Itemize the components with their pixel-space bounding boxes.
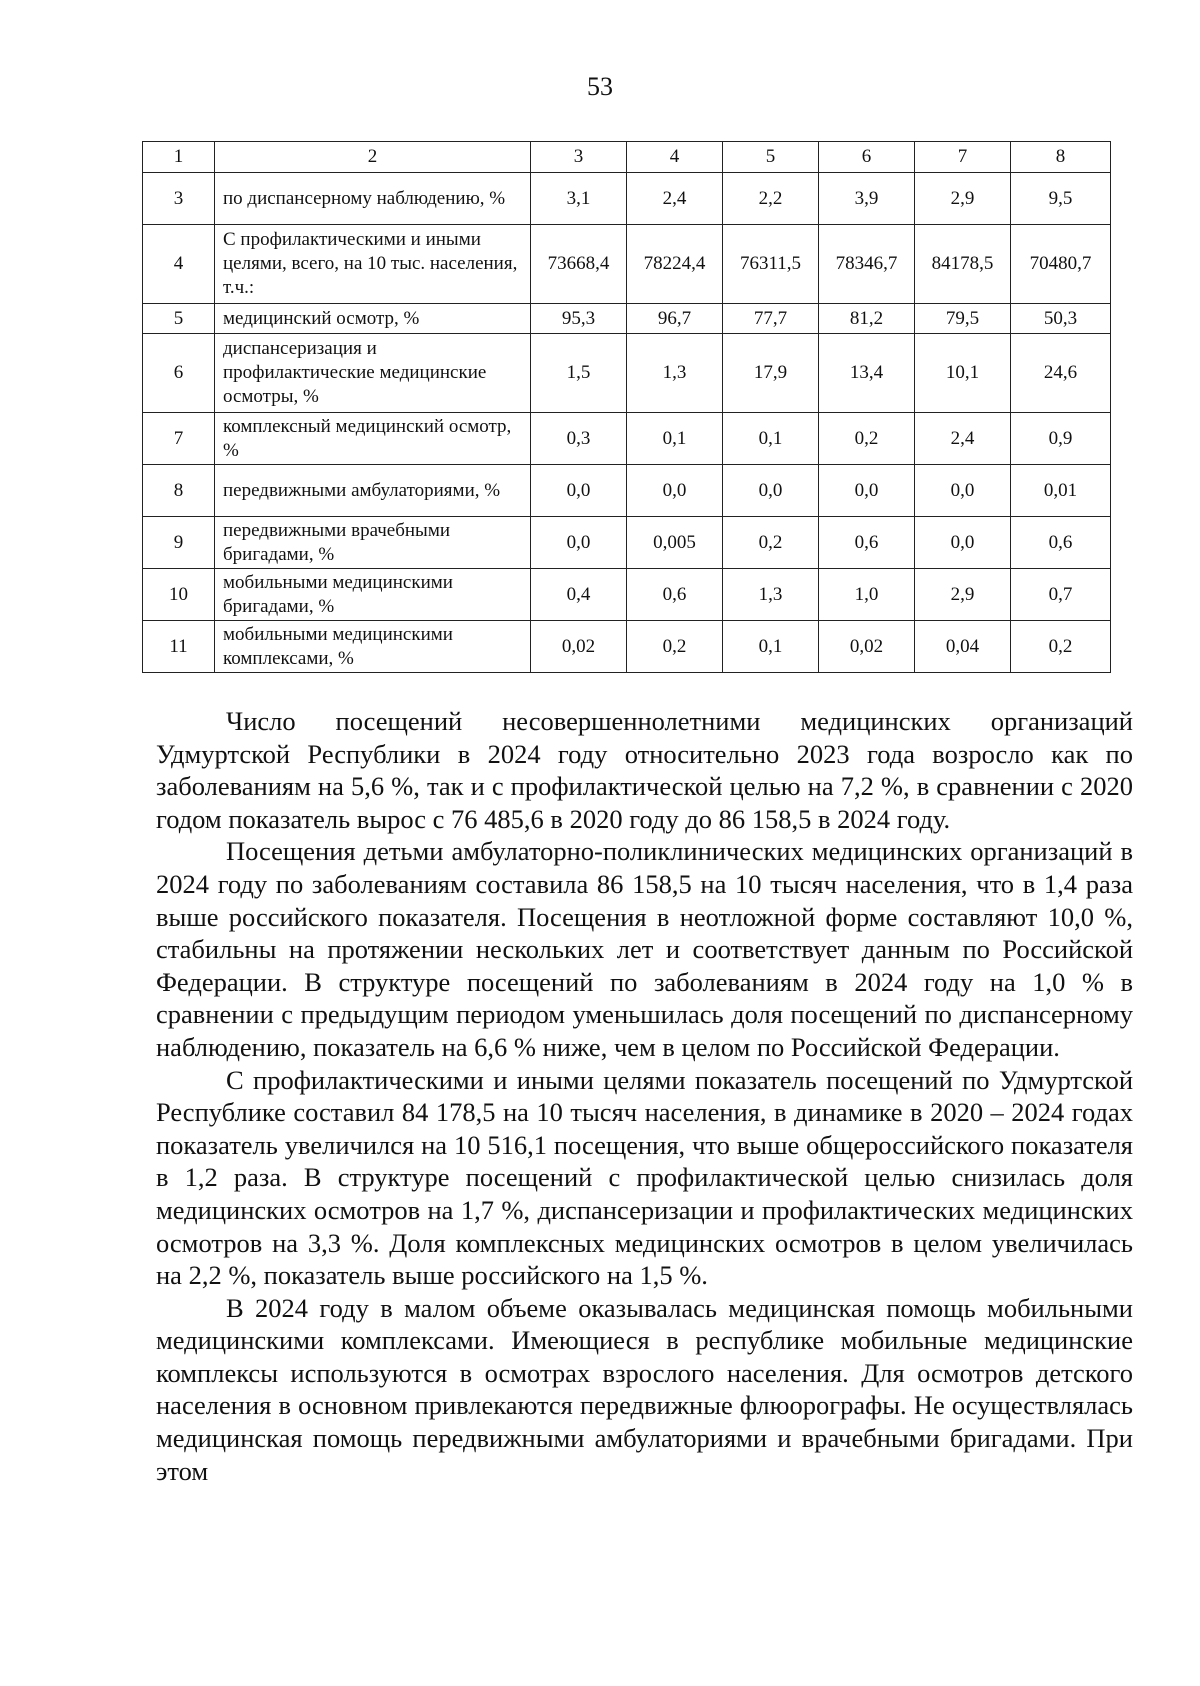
table-cell: 13,4 <box>819 334 915 413</box>
table-cell: 73668,4 <box>531 225 627 304</box>
header-cell: 8 <box>1011 142 1111 173</box>
header-cell: 1 <box>143 142 215 173</box>
table-cell: 3,1 <box>531 173 627 225</box>
row-label: передвижными амбулаториями, % <box>215 465 531 517</box>
table-row <box>143 334 1111 413</box>
header-cell: 3 <box>531 142 627 173</box>
table-cell: 2,9 <box>915 173 1011 225</box>
table-row <box>143 413 1111 465</box>
table-cell: 0,3 <box>531 413 627 465</box>
table-cell: 0,01 <box>1011 465 1111 517</box>
table-cell: 0,0 <box>915 465 1011 517</box>
table-cell: 0,0 <box>915 517 1011 569</box>
row-number: 4 <box>143 225 215 304</box>
table-cell: 0,04 <box>915 621 1011 673</box>
table-cell: 0,0 <box>819 465 915 517</box>
row-label: мобильными медицинскими бригадами, % <box>215 569 531 621</box>
table-row <box>143 173 1111 225</box>
statistics-table <box>142 141 1111 673</box>
row-number: 9 <box>143 517 215 569</box>
table-cell: 84178,5 <box>915 225 1011 304</box>
table-cell: 0,2 <box>819 413 915 465</box>
paragraph: Посещения детьми амбулаторно-поликлинических медицинских организаций в 2024 году по заболеваниям составила 86 158,5 на 10 тысяч населения, что в 1,4 раза выше российского показателя. Посещения в неотложной форме составляют 10,0 %, стабильны на протяжении нескольких лет и соответствует данным по Российской Федерации. В структуре посещений по заболеваниям в 2024 году на 1,0 % в сравнении с предыдущим периодом уменьшилась доля посещений по диспансерному наблюдению, показатель на 6,6 % ниже, чем в целом по Российской Федерации. <box>156 836 1133 1062</box>
table-cell: 76311,5 <box>723 225 819 304</box>
row-label: медицинский осмотр, % <box>215 304 531 334</box>
table-header-row <box>143 142 1111 173</box>
table-cell: 81,2 <box>819 304 915 334</box>
table-row <box>143 517 1111 569</box>
header-cell: 5 <box>723 142 819 173</box>
table-cell: 2,2 <box>723 173 819 225</box>
table-cell: 79,5 <box>915 304 1011 334</box>
table-cell: 0,6 <box>819 517 915 569</box>
table-cell: 0,005 <box>627 517 723 569</box>
table-cell: 9,5 <box>1011 173 1111 225</box>
table-cell: 0,2 <box>723 517 819 569</box>
table-cell: 77,7 <box>723 304 819 334</box>
body-text <box>156 705 1133 1487</box>
table-cell: 0,02 <box>819 621 915 673</box>
table-cell: 2,9 <box>915 569 1011 621</box>
row-label: С профилактическими и иными целями, всего, на 10 тыс. населения, т.ч.: <box>215 225 531 304</box>
paragraph: С профилактическими и иными целями показатель посещений по Удмуртской Республике составил 84 178,5 на 10 тысяч населения, в динамике в 2020 – 2024 годах показатель увеличился на 10 516,1 посещения, что выше общероссийского показателя в 1,2 раза. В структуре посещений с профилактической целью снизилась доля медицинских осмотров на 1,7 %, диспансеризации и профилактических медицинских осмотров на 3,3 %. Доля комплексных медицинских осмотров в целом увеличилась на 2,2 %, показатель выше российского на 1,5 %. <box>156 1064 1133 1291</box>
table-cell: 0,1 <box>723 621 819 673</box>
table-cell: 0,6 <box>627 569 723 621</box>
table-cell: 1,0 <box>819 569 915 621</box>
table-cell: 17,9 <box>723 334 819 413</box>
header-cell: 2 <box>215 142 531 173</box>
table-cell: 1,5 <box>531 334 627 413</box>
table-cell: 78346,7 <box>819 225 915 304</box>
table-cell: 0,4 <box>531 569 627 621</box>
page-number: 53 <box>587 72 613 101</box>
paragraph: В 2024 году в малом объеме оказывалась медицинская помощь мобильными медицинскими комплексами. Имеющиеся в республике мобильные медицинские комплексы используются в осмотрах взрослого населения. Для осмотров детского населения в основном привлекаются передвижные флюорографы. Не осуществлялась медицинская помощь передвижными амбулаториями и врачебными бригадами. При этом <box>156 1292 1133 1486</box>
table-cell: 70480,7 <box>1011 225 1111 304</box>
table-row <box>143 304 1111 334</box>
table-row <box>143 465 1111 517</box>
header-cell: 7 <box>915 142 1011 173</box>
row-label: комплексный медицинский осмотр, % <box>215 413 531 465</box>
table-cell: 96,7 <box>627 304 723 334</box>
table-cell: 0,0 <box>627 465 723 517</box>
header-cell: 6 <box>819 142 915 173</box>
table-cell: 1,3 <box>723 569 819 621</box>
table-cell: 24,6 <box>1011 334 1111 413</box>
table-cell: 0,7 <box>1011 569 1111 621</box>
row-label: по диспансерному наблюдению, % <box>215 173 531 225</box>
row-number: 7 <box>143 413 215 465</box>
header-cell: 4 <box>627 142 723 173</box>
table-cell: 0,9 <box>1011 413 1111 465</box>
table-cell: 78224,4 <box>627 225 723 304</box>
row-label: передвижными врачебными бригадами, % <box>215 517 531 569</box>
table-cell: 0,1 <box>627 413 723 465</box>
table-row <box>143 569 1111 621</box>
table-cell: 0,02 <box>531 621 627 673</box>
table-row <box>143 621 1111 673</box>
row-number: 3 <box>143 173 215 225</box>
row-number: 5 <box>143 304 215 334</box>
table-cell: 0,6 <box>1011 517 1111 569</box>
table-cell: 0,2 <box>627 621 723 673</box>
table-cell: 2,4 <box>627 173 723 225</box>
table-cell: 10,1 <box>915 334 1011 413</box>
table-cell: 0,0 <box>531 517 627 569</box>
table-cell: 0,0 <box>531 465 627 517</box>
table-cell: 0,2 <box>1011 621 1111 673</box>
row-number: 6 <box>143 334 215 413</box>
row-label: диспансеризация и профилактические медицинские осмотры, % <box>215 334 531 413</box>
table-cell: 2,4 <box>915 413 1011 465</box>
table-cell: 0,1 <box>723 413 819 465</box>
table-cell: 95,3 <box>531 304 627 334</box>
table-cell: 3,9 <box>819 173 915 225</box>
paragraph: Число посещений несовершеннолетними медицинских организаций Удмуртской Республики в 2024 году относительно 2023 года возросло как по заболеваниям на 5,6 %, так и с профилактической целью на 7,2 %, в сравнении с 2020 годом показатель вырос с 76 485,6 в 2020 году до 86 158,5 в 2024 году. <box>156 706 1133 834</box>
table-cell: 1,3 <box>627 334 723 413</box>
row-number: 10 <box>143 569 215 621</box>
table-cell: 50,3 <box>1011 304 1111 334</box>
row-number: 8 <box>143 465 215 517</box>
row-number: 11 <box>143 621 215 673</box>
table-cell: 0,0 <box>723 465 819 517</box>
row-label: мобильными медицинскими комплексами, % <box>215 621 531 673</box>
table-row <box>143 225 1111 304</box>
